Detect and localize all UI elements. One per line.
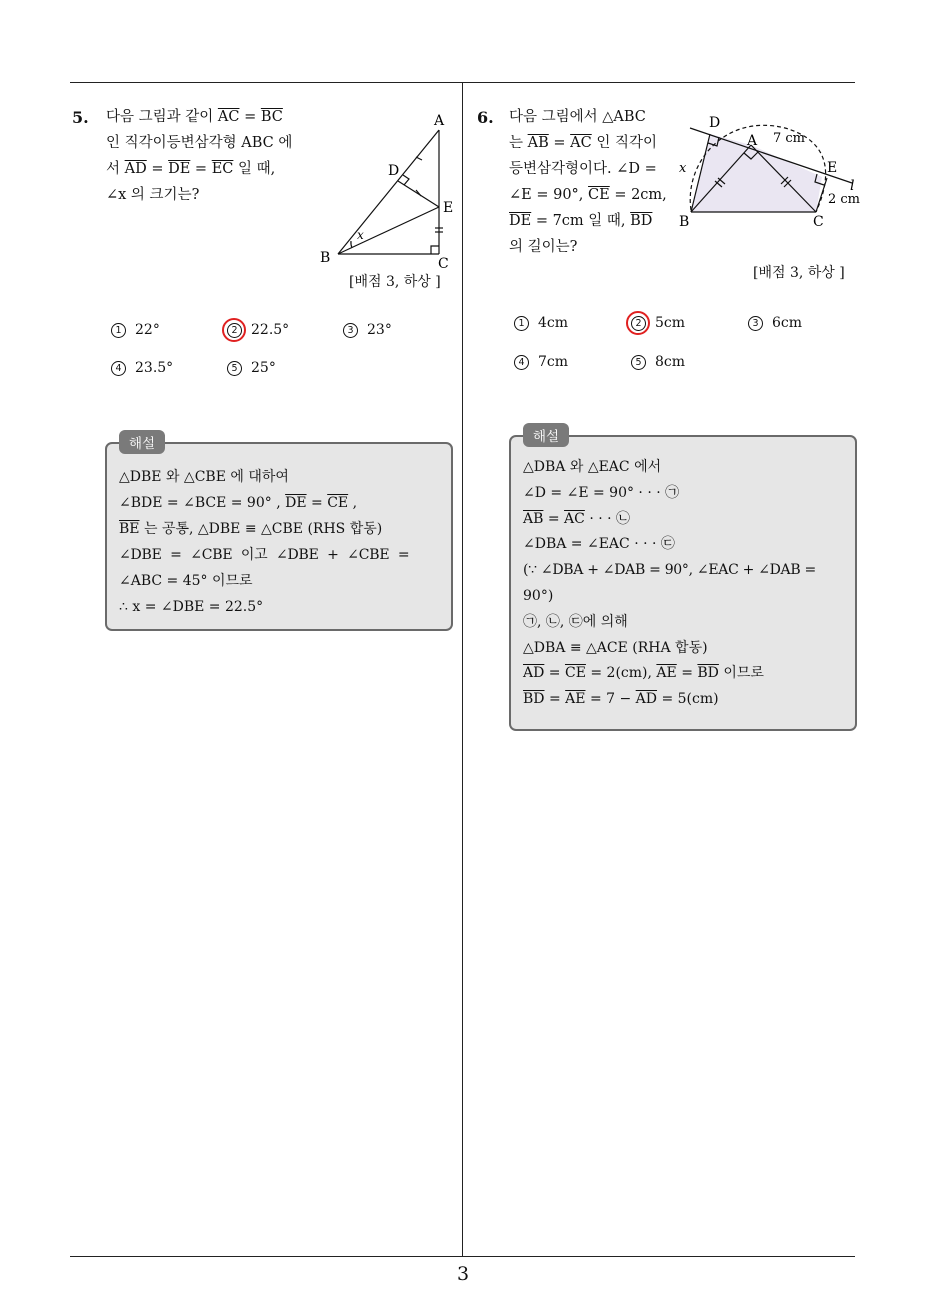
q5-right-angle-d [403,175,409,185]
choice-number-icon: 4 [111,361,126,376]
q5-exp-line-3: $\overline{BE}$ 는 공통, △DBE ≡ △CBE (RHS 합동) [119,521,383,537]
q6-choice-5[interactable] [631,354,685,371]
q5-label-a: A [434,113,445,129]
q6-score: [배점 3, 하상 ] [753,265,845,281]
answer-mark-icon [626,311,650,335]
q6-choice-3[interactable] [748,315,802,332]
q5-score: [배점 3, 하상 ] [349,274,441,290]
q5-choice-1[interactable] [111,322,160,339]
q5-exp-line-6: ∴ x = ∠DBE = 22.5° [119,599,264,615]
choice-number-icon: 5 [631,355,646,370]
choice-text: 22.5° [251,322,290,338]
q6-explanation-box [509,429,857,731]
q6-label-e: E [827,160,838,176]
choice-number-icon: 1 [111,323,126,338]
choice-text: 22° [135,322,160,338]
q6-line-2: 는 $\overline{AB} = \overline{AC}$ 인 직각이 [509,135,657,151]
choice-number-icon: 2 [631,316,646,331]
q5-explanation-text [119,464,447,620]
q5-line-4: ∠x 의 크기는? [106,187,200,203]
column-divider [462,82,463,1257]
q5-exp-line-2: ∠BDE = ∠BCE = 90° , $\overline{DE} = \overline{CE}$ , [119,495,358,511]
q5-exp-line-1: △DBE 와 △CBE 에 대하여 [119,469,289,485]
choice-text: 5cm [655,315,686,331]
q5-label-b: B [320,250,331,266]
q5-angle-x-arc [351,241,352,248]
choice-text: 6cm [772,315,803,331]
choice-text: 23° [367,322,392,338]
choice-number-icon: 1 [514,316,529,331]
q5-tick-ad [416,157,422,160]
q5-segment-be [338,207,439,254]
q6-label-l: l [850,178,855,194]
q6-label-c: C [813,214,824,230]
q6-label-de: 7 cm [773,131,806,146]
q6-exp-line-5: (∵ ∠DBA + ∠DAB = 90°, ∠EAC + ∠DAB = [523,562,816,579]
choice-number-icon: 2 [227,323,242,338]
q5-explanation-label: 해설 [119,430,165,454]
q5-side-ab [338,130,439,254]
q6-exp-line-1: △DBA 와 △EAC 에서 [523,459,662,475]
question-6-text [509,104,667,260]
q6-exp-line-3: $\overline{AB} = \overline{AC}$ · · · ㉡ [523,510,631,527]
choice-text: 25° [251,360,276,376]
q6-label-x: x [679,161,687,176]
q6-label-d: D [709,115,721,131]
q6-label-a: A [747,133,758,149]
q6-line-6: 의 길이는? [509,239,578,255]
q6-line-5: $\overline{DE} = 7cm$ 일 때, $\overline{BD}$ [509,213,653,229]
q5-choice-4[interactable] [111,360,173,377]
q6-exp-line-6: 90°) [523,587,554,604]
answer-mark-icon [222,318,246,342]
q5-label-x: x [357,228,364,242]
q6-choice-1[interactable] [514,315,568,332]
q6-explanation-label: 해설 [523,423,569,447]
q5-choice-2[interactable] [227,322,289,339]
q6-line-4: ∠E = 90°, $\overline{CE} = 2cm$, [509,187,667,203]
bottom-rule [70,1256,855,1257]
q6-figure [670,108,862,236]
q5-line-2: 인 직각이등변삼각형 ABC 에 [106,135,293,151]
q6-line-1: 다음 그림에서 △ABC [509,109,646,125]
q5-figure [310,108,460,273]
question-5-text [106,104,292,208]
q5-label-c: C [438,256,449,272]
q5-choice-5[interactable] [227,360,276,377]
choice-text: 7cm [538,354,569,370]
choice-text: 4cm [538,315,569,331]
question-6-number: 6. [477,108,494,127]
choice-text: 23.5° [135,360,174,376]
q6-exp-line-10: $\overline{BD} = \overline{AE} = 7 - \overline{AD} = 5(cm)$ [523,691,719,708]
q6-choice-2[interactable] [631,315,685,332]
choice-number-icon: 4 [514,355,529,370]
q6-line-3: 등변삼각형이다. ∠D = [509,161,657,177]
choice-number-icon: 5 [227,361,242,376]
q5-exp-line-4: ∠DBE = ∠CBE 이고 ∠DBE + ∠CBE = [119,547,410,563]
q6-exp-line-8: △DBA ≡ △ACE (RHA 합동) [523,639,708,656]
q6-explanation-text [523,455,851,713]
q5-label-d: D [388,163,400,179]
q5-exp-line-5: ∠ABC = 45° 이므로 [119,573,253,589]
q5-line-1: 다음 그림과 같이 $\overline{AC} = \overline{BC}$ [106,109,283,125]
q5-right-angle-c [431,246,439,254]
q6-label-ce: 2 cm [828,192,861,207]
q6-exp-line-7: ㉠, ㉡, ㉢에 의해 [523,613,628,630]
q5-label-e: E [443,200,454,216]
q5-explanation-box [105,436,453,631]
q6-exp-line-4: ∠DBA = ∠EAC · · · ㉢ [523,536,675,553]
choice-number-icon: 3 [343,323,358,338]
q5-line-3: 서 $\overline{AD} = \overline{DE} = \overline{EC}$ 일 때, [106,161,276,177]
q6-exp-line-2: ∠D = ∠E = 90° · · · ㉠ [523,484,680,501]
choice-text: 8cm [655,354,686,370]
q6-exp-line-9: $\overline{AD} = \overline{CE} = 2(cm)$, $\overline{AE} = \overline{BD}$ 이므로 [523,665,764,682]
q6-choice-4[interactable] [514,354,568,371]
choice-number-icon: 3 [748,316,763,331]
q5-choice-3[interactable] [343,322,392,339]
q6-label-b: B [679,214,690,230]
page-number: 3 [456,1263,470,1285]
question-5-number: 5. [72,108,89,127]
